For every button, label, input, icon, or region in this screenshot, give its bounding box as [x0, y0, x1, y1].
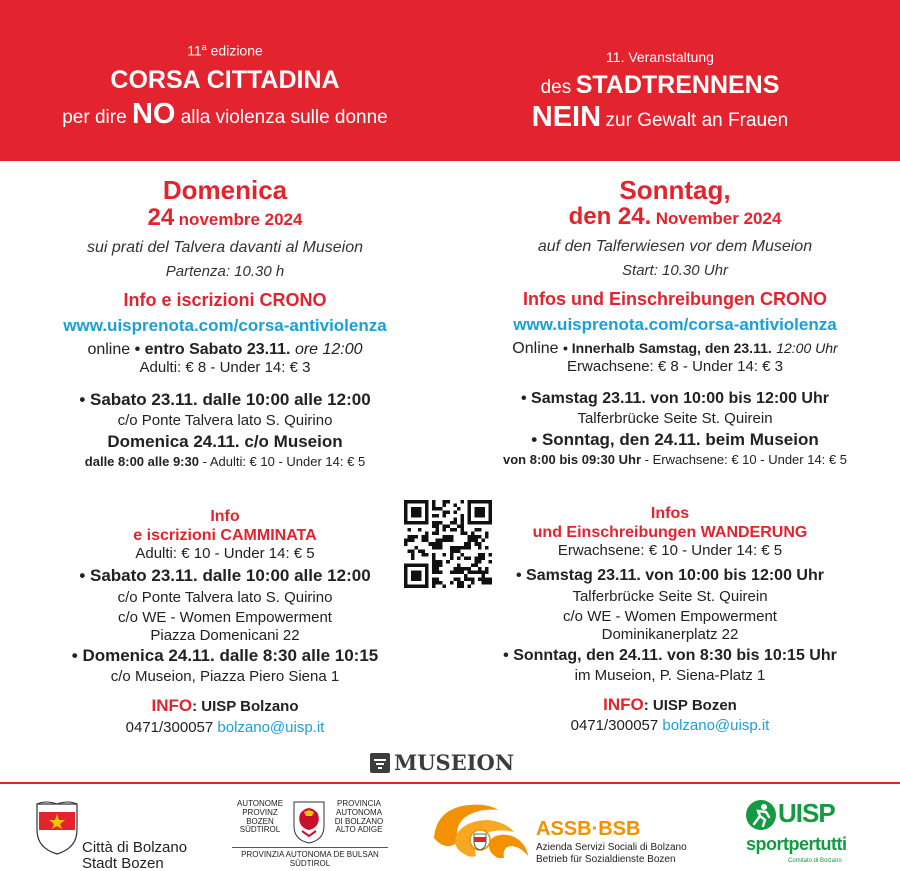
edition-de: 11. Veranstaltung	[606, 49, 714, 65]
sat-loc-it: c/o Ponte Talvera lato S. Quirino	[117, 411, 333, 429]
prov-bottom	[232, 850, 388, 868]
day-it: Domenica	[162, 175, 288, 205]
assb-sub-it: Azienda Servizi Sociali di Bolzano	[536, 842, 687, 853]
online-b-de: • Innerhalb Samstag, den 23.11.	[563, 340, 772, 357]
walk-title1-it: Info	[210, 508, 240, 525]
walk-fees-de: Erwachsene: € 10 - Under 14: € 5	[557, 542, 783, 560]
online-a-de: Online	[512, 340, 559, 358]
start-it: Partenza: 10.30 h	[165, 263, 285, 281]
email-it[interactable]: bolzano@uisp.it	[217, 718, 325, 736]
prov-bar	[232, 847, 388, 848]
online-c: ore 12:00	[294, 341, 363, 359]
info-label-it: INFO	[151, 696, 193, 716]
city-name-de: Stadt Bozen	[82, 854, 164, 871]
prov-l2: BOZEN	[246, 816, 274, 826]
walk-sun-loc-it: c/o Museion, Piazza Piero Siena 1	[110, 668, 340, 686]
start-de: Start: 10.30 Uhr	[622, 262, 728, 280]
walk-sun-de: • Sonntag, den 24.11. von 8:30 bis 10:15 Uhr	[503, 646, 837, 664]
title-it: CORSA CITTADINA	[110, 66, 340, 95]
tag-no: NO	[131, 98, 176, 131]
logo-uisp	[744, 798, 874, 868]
online-de	[460, 339, 890, 358]
info-it	[20, 696, 430, 716]
date-de	[460, 203, 890, 232]
sponsor-footer	[0, 786, 900, 871]
museion-icon	[370, 753, 390, 773]
walk-sat-loc3-de: Dominikanerplatz 22	[601, 625, 739, 643]
header-banner	[0, 0, 900, 161]
sun-fees-de: - Erwachsene: € 10 - Under 14: € 5	[644, 451, 847, 467]
tagline-de	[425, 100, 895, 135]
online-c-de: 12:00 Uhr	[776, 340, 838, 357]
walk-sat-loc2-de: c/o WE - Women Empowerment	[563, 607, 777, 625]
italian-column	[20, 175, 430, 470]
prov-b0: PROVINZIA AUTONOMA DE BULSAN	[241, 850, 379, 859]
walk-fees-it: Adulti: € 10 - Under 14: € 5	[135, 545, 315, 563]
info-label-de: INFO	[603, 694, 644, 714]
italian-walk	[20, 507, 430, 737]
title-de-main: STADTRENNENS	[575, 70, 780, 99]
prov-left	[232, 800, 288, 835]
email-de[interactable]: bolzano@uisp.it	[662, 717, 770, 735]
tag-pre: per dire	[62, 107, 127, 129]
info-org-it: : UISP Bolzano	[192, 698, 299, 716]
prov-r1: AUTONOMA	[335, 807, 383, 817]
walk-sat-de: • Samstag 23.11. von 10:00 bis 12:00 Uhr	[516, 567, 824, 585]
phone-de: 0471/300057	[570, 717, 659, 735]
logo-bolzano	[34, 800, 204, 870]
assb-sub-de: Betrieb für Sozialdienste Bozen	[536, 854, 676, 865]
edition-it	[0, 42, 450, 59]
tagline-it	[0, 97, 450, 132]
bolzano-crest-icon	[34, 800, 80, 856]
german-column	[460, 175, 890, 468]
tyrol-eagle-icon	[292, 800, 326, 844]
edition-number: 11	[187, 42, 202, 59]
walk-sun-loc-de: im Museion, P. Siena-Platz 1	[574, 666, 766, 684]
sun-fees-it: - Adulti: € 10 - Under 14: € 5	[202, 454, 366, 470]
place-de: auf den Talferwiesen vor dem Museion	[537, 237, 813, 255]
walk-title2-de: und Einschreibungen WANDERUNG	[532, 524, 808, 542]
banner-german	[425, 0, 895, 135]
prov-r3: ALTO ADIGE	[335, 825, 383, 835]
walk-sat-loc3-it: Piazza Domenicani 22	[150, 626, 300, 644]
prov-r0: PROVINCIA	[336, 799, 381, 808]
logo-province	[232, 800, 388, 870]
prov-r2: DI BOLZANO	[334, 816, 384, 826]
date-it	[20, 204, 430, 233]
date-rest-it: novembre 2024	[178, 210, 303, 230]
walk-title1-de: Infos	[650, 505, 690, 522]
city-name-it: Città di Bolzano	[82, 839, 188, 856]
edition-sup: a	[201, 42, 207, 52]
date-a-de: den 24.	[568, 203, 652, 231]
walk-sat-loc1-it: c/o Ponte Talvera lato S. Quirino	[117, 588, 333, 606]
sat-loc-de: Talferbrücke Seite St. Quirein	[577, 409, 773, 427]
phone-it: 0471/300057	[125, 718, 214, 736]
walk-sun-it: • Domenica 24.11. dalle 8:30 alle 10:15	[71, 645, 379, 665]
prov-l3: SÜDTIROL	[239, 825, 281, 835]
logo-assb	[428, 798, 698, 868]
qr-code-icon[interactable]	[404, 500, 492, 588]
crono-url-it[interactable]: www.uisprenota.com/corsa-antiviolenza	[63, 315, 387, 335]
crono-fees-de: Erwachsene: € 8 - Under 14: € 3	[567, 358, 783, 376]
uisp-sub: sportpertutti	[746, 834, 847, 854]
assb-sub	[536, 842, 687, 866]
contact-de	[470, 717, 870, 735]
sat-it: • Sabato 23.11. dalle 10:00 alle 12:00	[79, 390, 371, 410]
crono-url-de[interactable]: www.uisprenota.com/corsa-antiviolenza	[513, 314, 837, 334]
footer-divider	[0, 782, 900, 784]
crono-title-de: Infos und Einschreibungen CRONO	[522, 289, 827, 310]
walk-sat-loc1-de: Talferbrücke Seite St. Quirein	[572, 587, 768, 605]
date-num-it: 24	[147, 204, 175, 232]
online-it	[20, 340, 430, 359]
des-word: des	[540, 76, 572, 98]
sun-detail-de	[460, 452, 890, 468]
info-org-de: : UISP Bozen	[643, 696, 737, 714]
prov-right	[328, 800, 390, 835]
uisp-name: UISP	[778, 798, 835, 828]
prov-b1: SÜDTIROL	[289, 859, 331, 869]
day-de: Sonntag,	[619, 175, 731, 205]
assb-name: ASSB·BSB	[536, 818, 641, 840]
info-de	[470, 695, 870, 715]
german-walk	[470, 504, 870, 735]
sun-it: Domenica 24.11. c/o Museion	[107, 431, 343, 451]
walk-title2-it: e iscrizioni CAMMINATA	[133, 527, 317, 545]
contact-it	[20, 719, 430, 737]
tag-nein: NEIN	[531, 100, 602, 133]
crono-fees-it: Adulti: € 8 - Under 14: € 3	[139, 359, 311, 377]
date-b-de: November 2024	[655, 209, 782, 229]
walk-sat-loc2-it: c/o WE - Women Empowerment	[118, 608, 332, 626]
uisp-committee: Comitato di Bolzano	[788, 858, 842, 864]
city-name	[82, 840, 187, 871]
walk-sat-it: • Sabato 23.11. dalle 10:00 alle 12:00	[79, 566, 371, 586]
sun-time-de: von 8:00 bis 09:30 Uhr	[503, 451, 642, 467]
online-b: • entro Sabato 23.11.	[134, 341, 291, 359]
online-a: online	[87, 341, 131, 359]
banner-italian	[0, 0, 450, 132]
prov-l1: PROVINZ	[242, 807, 278, 817]
museion-logo	[370, 750, 530, 776]
tag-post-de: zur Gewalt an Frauen	[605, 109, 789, 131]
place-it: sui prati del Talvera davanti al Museion	[86, 238, 363, 256]
sun-time-it: dalle 8:00 alle 9:30	[84, 454, 199, 470]
sun-de: • Sonntag, den 24.11. beim Museion	[531, 429, 819, 449]
sun-detail-it	[20, 454, 430, 470]
crono-title-it: Info e iscrizioni CRONO	[123, 290, 327, 311]
prov-l0: AUTONOME	[236, 799, 284, 808]
edition-word: edizione	[210, 42, 263, 59]
assb-swirl-icon	[428, 798, 532, 864]
museion-text: MUSEION	[394, 750, 515, 775]
title-de	[425, 70, 895, 100]
uisp-runner-icon	[744, 798, 778, 832]
sat-de: • Samstag 23.11. von 10:00 bis 12:00 Uhr	[521, 390, 829, 408]
tag-post: alla violenza sulle donne	[180, 107, 388, 129]
